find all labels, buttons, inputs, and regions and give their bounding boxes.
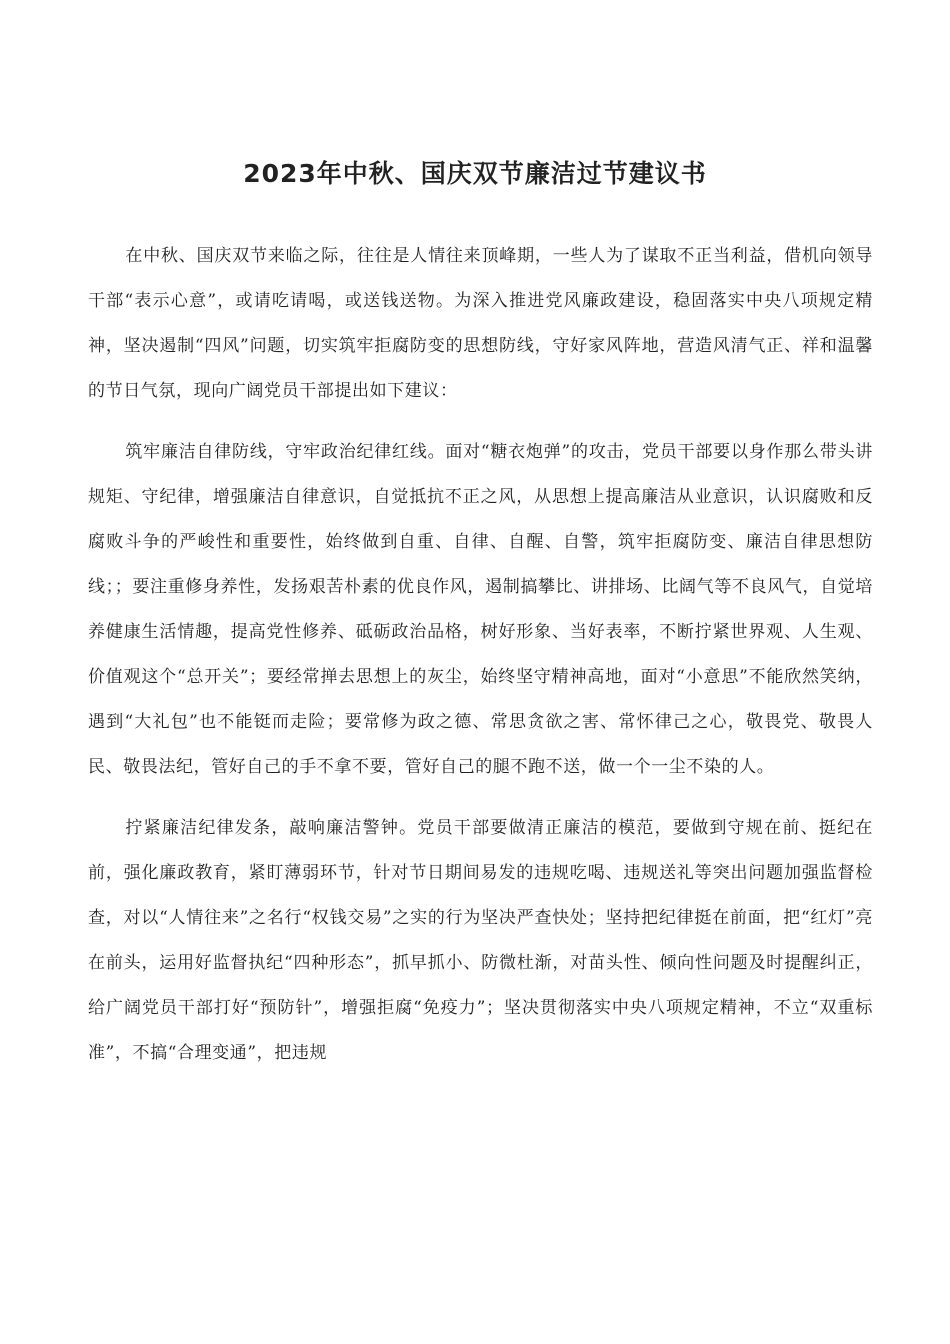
- document-body: [88, 234, 873, 1092]
- paragraph-intro: 在中秋、国庆双节来临之际，往往是人情往来顶峰期，一些人为了谋取不正当利益，借机向领导干部“表示心意”，或请吃请喝，或送钱送物。为深入推进党风廉政建设，稳固落实中央八项规定精神，坚决遏制“四风”问题，切实筑牢拒腐防变的思想防线，守好家风阵地，营造风清气正、祥和温馨的节日气氛，现向广阔党员干部提出如下建议：: [88, 246, 873, 401]
- document-title: 2023年中秋、国庆双节廉洁过节建议书: [243, 159, 707, 188]
- paragraph-self-discipline: 筑牢廉洁自律防线，守牢政治纪律红线。面对“糖衣炮弹”的攻击，党员干部要以身作那么带头讲规矩、守纪律，增强廉洁自律意识，自觉抵抗不正之风，从思想上提高廉洁从业意识，认识腐败和反腐败斗争的严峻性和重要性，始终做到自重、自律、自醒、自警，筑牢拒腐防变、廉洁自律思想防线；；要注重修身养性，发扬艰苦朴素的优良作风，遏制搞攀比、讲排场、比阔气等不良风气，自觉培养健康生活情趣，提高党性修养、砥砺政治品格，树好形象、当好表率，不断拧紧世界观、人生观、价值观这个“总开关”；要经常掸去思想上的灰尘，始终坚守精神高地，面对“小意思”不能欣然笑纳，遇到“大礼包”也不能铤而走险；要常修为政之德、常思贪欲之害、常怀律己之心，敬畏党、敬畏人民、敬畏法纪，管好自己的手不拿不要，管好自己的腿不跑不送，做一个一尘不染的人。: [88, 442, 873, 777]
- paragraph-discipline-warning: 拧紧廉洁纪律发条，敲响廉洁警钟。党员干部要做清正廉洁的模范，要做到守规在前、挺纪在前，强化廉政教育，紧盯薄弱环节，针对节日期间易发的违规吃喝、违规送礼等突出问题加强监督检查，对以“人情往来”之名行“权钱交易”之实的行为坚决严查快处；坚持把纪律挺在前面，把“红灯”亮在前头，运用好监督执纪“四种形态”，抓早抓小、防微杜渐，对苗头性、倾向性问题及时提醒纠正，给广阔党员干部打好“预防针”，增强拒腐“免疫力”；坚决贯彻落实中央八项规定精神，不立“双重标准”，不搞“合理变通”，把违规: [88, 818, 873, 1063]
